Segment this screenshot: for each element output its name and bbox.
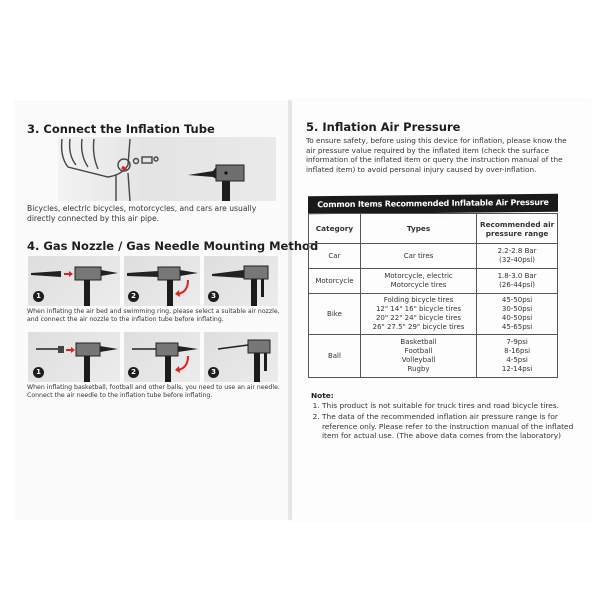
notes-label: Note: <box>311 391 334 400</box>
type-line: 20" 22" 24" bicycle tires <box>375 314 462 322</box>
table-row <box>309 335 558 378</box>
range-line: 1.8-3.0 Bar <box>497 272 537 280</box>
section3-caption: Bicycles, electric bicycles, motorcycles, and cars are usually directly connected by this air pipe. <box>27 204 257 223</box>
range-line: 30-50psi <box>501 305 533 313</box>
nozzle-step-2-image <box>124 256 200 306</box>
step-badge: 1 <box>33 291 44 302</box>
pressure-table <box>308 213 558 378</box>
step-badge: 2 <box>128 291 139 302</box>
types-cell <box>360 269 476 294</box>
section4-title: 4. Gas Nozzle / Gas Needle Mounting Method <box>27 239 319 253</box>
nozzle-caption: When inflating the air bed and swimming ring, please select a suitable air nozzle, and connect the air nozzle to the inflation tube before inflating. <box>27 308 280 323</box>
table-row <box>309 244 558 269</box>
table-row <box>309 294 558 335</box>
type-line: Rugby <box>407 365 430 373</box>
types-cell <box>360 294 476 335</box>
range-line: 4-5psi <box>506 356 528 364</box>
note-item: 1. This product is not suitable for truck tires and road bicycle tires. <box>322 401 581 411</box>
header-range: Recommended air pressure range <box>477 214 558 244</box>
step-badge: 2 <box>128 367 139 378</box>
table-header-row <box>309 214 558 244</box>
type-line: 26" 27.5" 29" bicycle tires <box>372 323 465 331</box>
pump-device-icon <box>58 137 276 201</box>
type-line: Motorcycle, electric <box>384 272 453 280</box>
section5-title: 5. Inflation Air Pressure <box>306 120 461 134</box>
table-row <box>309 269 558 294</box>
range-line: 2.2-2.8 Bar <box>497 247 537 255</box>
range-line: (26-44psi) <box>499 281 535 289</box>
type-line: Basketball <box>400 338 437 346</box>
table-title: Common Items Recommended Inflatable Air Pressure Gauge <box>308 194 558 215</box>
range-line: 7-9psi <box>506 338 528 346</box>
header-category: Category <box>309 214 361 244</box>
category-cell: Bike <box>309 294 361 335</box>
category-cell: Car <box>309 244 361 269</box>
section3-title: 3. Connect the Inflation Tube <box>27 122 215 136</box>
types-cell <box>360 244 476 269</box>
type-line: Motorcycle tires <box>390 281 447 289</box>
range-cell <box>477 294 558 335</box>
needle-step-1-image <box>28 332 120 382</box>
range-cell <box>477 335 558 378</box>
needle-step-2-image <box>124 332 200 382</box>
range-cell <box>477 244 558 269</box>
range-cell <box>477 269 558 294</box>
range-line: 45-65psi <box>501 323 533 331</box>
type-line: Folding bicycle tires <box>383 296 454 304</box>
range-line: (32-40psi) <box>499 256 535 264</box>
section5-intro: To ensure safety, before using this device for inflation, please know the air pressure value required by the inflated item (check the surface information of the inflated item or query the instruction manual of the inflated item) to avoid personal injury caused by over-inflation. <box>306 136 567 174</box>
needle-caption: When inflating basketball, football and other balls, you need to use an air needle. Connect the air needle to the inflation tube before inflating. <box>27 384 280 399</box>
type-line: Car tires <box>403 251 434 260</box>
types-cell <box>360 335 476 378</box>
nozzle-step-3-image <box>204 256 278 306</box>
range-line: 45-50psi <box>501 296 533 304</box>
inflation-tube-illustration <box>58 137 276 201</box>
type-line: Volleyball <box>401 356 436 364</box>
needle-step-3-image <box>204 332 278 382</box>
step-badge: 1 <box>33 367 44 378</box>
type-line: Football <box>404 347 433 355</box>
range-line: 40-50psi <box>501 314 533 322</box>
header-types: Types <box>360 214 476 244</box>
nozzle-step-1-image <box>28 256 120 306</box>
range-line: 8-16psi <box>504 347 531 355</box>
type-line: 12" 14" 16" bicycle tires <box>375 305 462 313</box>
category-cell: Ball <box>309 335 361 378</box>
range-line: 12-14psi <box>501 365 533 373</box>
category-cell: Motorcycle <box>309 269 361 294</box>
notes-section <box>311 391 581 443</box>
step-badge: 3 <box>208 291 219 302</box>
step-badge: 3 <box>208 367 219 378</box>
note-item: 2. The data of the recommended inflation air pressure range is for reference only. Please refer to the instruction manual of the inflated item for actual use. (The above data comes from the laboratory) <box>322 412 581 441</box>
